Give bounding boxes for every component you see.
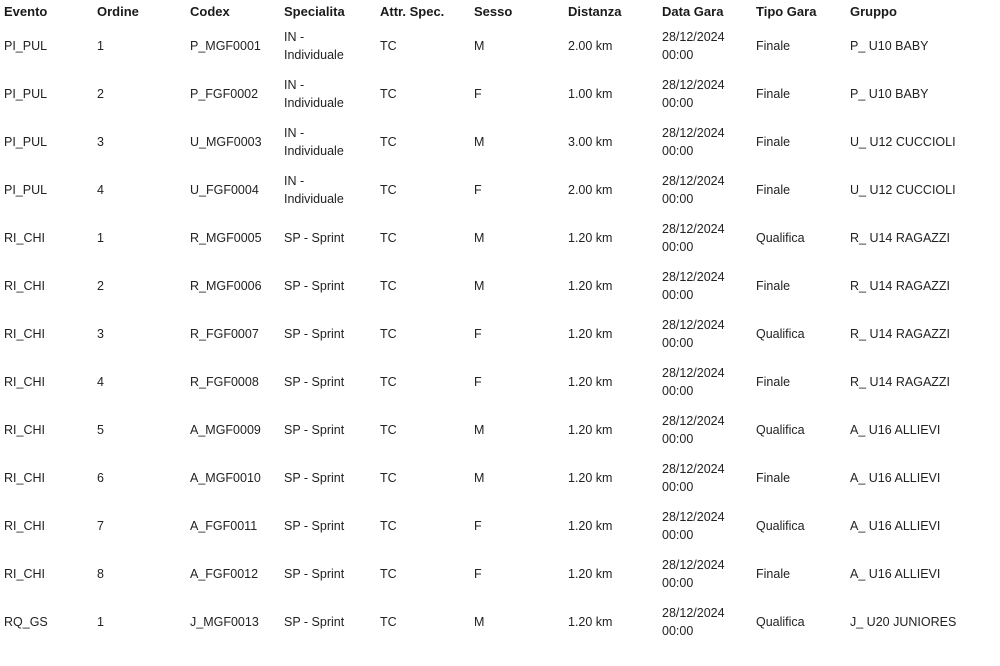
cell-data-gara-line: 28/12/2024: [662, 126, 725, 140]
cell-distanza: 1.20 km: [568, 615, 613, 629]
cell-specialita: [280, 406, 376, 454]
table-row: [0, 598, 1000, 646]
cell-evento: RI_CHI: [4, 279, 45, 293]
cell-attr-spec: TC: [380, 615, 397, 629]
cell-tipo-gara: Finale: [756, 183, 791, 197]
table-body: [0, 22, 1000, 646]
cell-tipo-gara: Finale: [756, 567, 791, 581]
cell-specialita: [280, 262, 376, 310]
column-header-attr-spec: Attr. Spec.: [380, 3, 445, 19]
cell-gruppo: A_ U16 ALLIEVI: [850, 423, 941, 437]
table-row: [0, 358, 1000, 406]
table-header: [0, 0, 1000, 22]
cell-specialita: [280, 118, 376, 166]
cell-data-gara: [658, 502, 752, 550]
cell-ordine: 4: [97, 183, 104, 197]
cell-tipo-gara: Finale: [756, 87, 791, 101]
cell-distanza: 1.20 km: [568, 471, 613, 485]
cell-specialita-line: Individuale: [284, 48, 344, 62]
cell-data-gara-line: 28/12/2024: [662, 222, 725, 236]
cell-specialita-line: IN -: [284, 78, 305, 92]
cell-distanza: 2.00 km: [568, 183, 613, 197]
column-header-tipo-gara: Tipo Gara: [756, 3, 817, 19]
cell-sesso: F: [474, 327, 482, 341]
cell-attr-spec: TC: [380, 423, 397, 437]
cell-attr-spec: TC: [380, 87, 397, 101]
cell-gruppo: A_ U16 ALLIEVI: [850, 519, 941, 533]
table-row: [0, 214, 1000, 262]
cell-codex: R_MGF0006: [190, 279, 262, 293]
header-row: [0, 0, 1000, 22]
cell-data-gara: [658, 358, 752, 406]
cell-specialita-line: IN -: [284, 126, 305, 140]
column-header-data-gara: Data Gara: [662, 3, 724, 19]
cell-evento: RI_CHI: [4, 327, 45, 341]
cell-gruppo: R_ U14 RAGAZZI: [850, 375, 951, 389]
cell-attr-spec: TC: [380, 135, 397, 149]
cell-specialita: [280, 214, 376, 262]
table-row: [0, 166, 1000, 214]
table-row: [0, 118, 1000, 166]
cell-data-gara-line: 00:00: [662, 576, 694, 590]
cell-sesso: M: [474, 231, 485, 245]
cell-ordine: 2: [97, 279, 104, 293]
cell-gruppo: P_ U10 BABY: [850, 87, 929, 101]
cell-specialita: [280, 454, 376, 502]
cell-sesso: M: [474, 423, 485, 437]
cell-specialita: [280, 166, 376, 214]
table-row: [0, 262, 1000, 310]
cell-data-gara-line: 00:00: [662, 240, 694, 254]
table-row: [0, 454, 1000, 502]
table-row: [0, 310, 1000, 358]
cell-tipo-gara: Finale: [756, 471, 791, 485]
cell-evento: PI_PUL: [4, 39, 48, 53]
cell-specialita-line: SP - Sprint: [284, 231, 345, 245]
cell-specialita-line: SP - Sprint: [284, 423, 345, 437]
cell-tipo-gara: Finale: [756, 279, 791, 293]
cell-specialita-line: Individuale: [284, 144, 344, 158]
cell-codex: P_FGF0002: [190, 87, 259, 101]
cell-evento: RI_CHI: [4, 375, 45, 389]
cell-ordine: 1: [97, 615, 104, 629]
cell-attr-spec: TC: [380, 519, 397, 533]
cell-tipo-gara: Finale: [756, 375, 791, 389]
cell-data-gara-line: 28/12/2024: [662, 462, 725, 476]
cell-evento: RI_CHI: [4, 567, 45, 581]
cell-specialita-line: SP - Sprint: [284, 279, 345, 293]
cell-attr-spec: TC: [380, 375, 397, 389]
cell-tipo-gara: Qualifica: [756, 519, 805, 533]
table-row: [0, 550, 1000, 598]
cell-distanza: 1.20 km: [568, 279, 613, 293]
cell-gruppo: J_ U20 JUNIORES: [850, 615, 957, 629]
cell-distanza: 1.20 km: [568, 327, 613, 341]
cell-evento: PI_PUL: [4, 135, 48, 149]
cell-data-gara-line: 00:00: [662, 480, 694, 494]
cell-codex: A_MGF0009: [190, 423, 261, 437]
column-header-ordine: Ordine: [97, 3, 139, 19]
cell-data-gara-line: 00:00: [662, 432, 694, 446]
cell-sesso: F: [474, 567, 482, 581]
cell-gruppo: R_ U14 RAGAZZI: [850, 327, 951, 341]
cell-distanza: 1.20 km: [568, 423, 613, 437]
cell-distanza: 1.20 km: [568, 567, 613, 581]
cell-sesso: F: [474, 519, 482, 533]
cell-specialita-line: SP - Sprint: [284, 471, 345, 485]
cell-data-gara-line: 00:00: [662, 288, 694, 302]
cell-data-gara: [658, 310, 752, 358]
cell-gruppo: U_ U12 CUCCIOLI: [850, 183, 956, 197]
table-row: [0, 502, 1000, 550]
cell-distanza: 1.20 km: [568, 231, 613, 245]
cell-data-gara-line: 28/12/2024: [662, 30, 725, 44]
cell-codex: A_MGF0010: [190, 471, 261, 485]
cell-data-gara-line: 28/12/2024: [662, 510, 725, 524]
cell-codex: R_MGF0005: [190, 231, 262, 245]
cell-attr-spec: TC: [380, 231, 397, 245]
cell-codex: R_FGF0007: [190, 327, 259, 341]
cell-ordine: 1: [97, 231, 104, 245]
cell-evento: RI_CHI: [4, 471, 45, 485]
cell-specialita: [280, 70, 376, 118]
cell-specialita-line: IN -: [284, 174, 305, 188]
cell-data-gara: [658, 454, 752, 502]
cell-attr-spec: TC: [380, 39, 397, 53]
cell-specialita: [280, 358, 376, 406]
cell-ordine: 4: [97, 375, 104, 389]
cell-data-gara-line: 28/12/2024: [662, 270, 725, 284]
cell-data-gara-line: 28/12/2024: [662, 558, 725, 572]
cell-distanza: 1.20 km: [568, 375, 613, 389]
cell-attr-spec: TC: [380, 567, 397, 581]
cell-ordine: 7: [97, 519, 104, 533]
column-header-specialita: Specialita: [284, 3, 345, 19]
table-row: [0, 70, 1000, 118]
cell-gruppo: A_ U16 ALLIEVI: [850, 471, 941, 485]
cell-ordine: 2: [97, 87, 104, 101]
cell-sesso: M: [474, 279, 485, 293]
cell-sesso: M: [474, 135, 485, 149]
cell-specialita: [280, 310, 376, 358]
cell-codex: U_FGF0004: [190, 183, 259, 197]
cell-codex: U_MGF0003: [190, 135, 262, 149]
cell-codex: A_FGF0011: [190, 519, 258, 533]
cell-gruppo: R_ U14 RAGAZZI: [850, 231, 951, 245]
cell-attr-spec: TC: [380, 279, 397, 293]
cell-evento: RI_CHI: [4, 231, 45, 245]
column-header-codex: Codex: [190, 3, 230, 19]
cell-data-gara-line: 28/12/2024: [662, 318, 725, 332]
cell-tipo-gara: Finale: [756, 39, 791, 53]
cell-distanza: 3.00 km: [568, 135, 613, 149]
cell-evento: RI_CHI: [4, 519, 45, 533]
cell-specialita: [280, 22, 376, 70]
table-row: [0, 406, 1000, 454]
cell-sesso: F: [474, 183, 482, 197]
cell-specialita-line: SP - Sprint: [284, 519, 345, 533]
cell-attr-spec: TC: [380, 471, 397, 485]
cell-tipo-gara: Qualifica: [756, 615, 805, 629]
cell-distanza: 1.20 km: [568, 519, 613, 533]
cell-data-gara: [658, 166, 752, 214]
cell-ordine: 6: [97, 471, 104, 485]
cell-distanza: 1.00 km: [568, 87, 613, 101]
cell-attr-spec: TC: [380, 327, 397, 341]
cell-specialita-line: SP - Sprint: [284, 327, 345, 341]
cell-data-gara-line: 00:00: [662, 384, 694, 398]
cell-data-gara-line: 28/12/2024: [662, 366, 725, 380]
cell-specialita-line: Individuale: [284, 192, 344, 206]
cell-data-gara-line: 00:00: [662, 528, 694, 542]
cell-gruppo: A_ U16 ALLIEVI: [850, 567, 941, 581]
cell-data-gara: [658, 22, 752, 70]
cell-ordine: 5: [97, 423, 104, 437]
cell-specialita-line: IN -: [284, 30, 305, 44]
table-row: [0, 22, 1000, 70]
cell-distanza: 2.00 km: [568, 39, 613, 53]
cell-codex: R_FGF0008: [190, 375, 259, 389]
cell-ordine: 3: [97, 135, 104, 149]
cell-specialita-line: Individuale: [284, 96, 344, 110]
cell-sesso: M: [474, 615, 485, 629]
cell-codex: P_MGF0001: [190, 39, 261, 53]
cell-data-gara: [658, 214, 752, 262]
cell-gruppo: R_ U14 RAGAZZI: [850, 279, 951, 293]
cell-data-gara-line: 28/12/2024: [662, 606, 725, 620]
cell-data-gara: [658, 118, 752, 166]
cell-data-gara-line: 28/12/2024: [662, 78, 725, 92]
cell-data-gara: [658, 70, 752, 118]
cell-data-gara-line: 00:00: [662, 624, 694, 638]
cell-ordine: 1: [97, 39, 104, 53]
column-header-gruppo: Gruppo: [850, 3, 897, 19]
cell-codex: A_FGF0012: [190, 567, 259, 581]
cell-evento: PI_PUL: [4, 183, 48, 197]
cell-data-gara: [658, 550, 752, 598]
cell-data-gara-line: 00:00: [662, 336, 694, 350]
cell-data-gara: [658, 262, 752, 310]
cell-data-gara-line: 00:00: [662, 144, 694, 158]
column-header-evento: Evento: [4, 3, 48, 19]
cell-specialita-line: SP - Sprint: [284, 615, 345, 629]
column-header-distanza: Distanza: [568, 3, 622, 19]
cell-data-gara: [658, 406, 752, 454]
cell-data-gara-line: 00:00: [662, 192, 694, 206]
cell-gruppo: P_ U10 BABY: [850, 39, 929, 53]
cell-data-gara-line: 00:00: [662, 48, 694, 62]
cell-tipo-gara: Finale: [756, 135, 791, 149]
cell-ordine: 3: [97, 327, 104, 341]
cell-evento: RI_CHI: [4, 423, 45, 437]
cell-sesso: F: [474, 87, 482, 101]
cell-specialita: [280, 502, 376, 550]
cell-sesso: F: [474, 375, 482, 389]
cell-specialita: [280, 550, 376, 598]
cell-data-gara: [658, 598, 752, 646]
cell-data-gara-line: 28/12/2024: [662, 174, 725, 188]
cell-specialita: [280, 598, 376, 646]
cell-codex: J_MGF0013: [190, 615, 259, 629]
cell-specialita-line: SP - Sprint: [284, 375, 345, 389]
cell-data-gara-line: 28/12/2024: [662, 414, 725, 428]
cell-gruppo: U_ U12 CUCCIOLI: [850, 135, 956, 149]
cell-specialita-line: SP - Sprint: [284, 567, 345, 581]
cell-attr-spec: TC: [380, 183, 397, 197]
cell-evento: PI_PUL: [4, 87, 48, 101]
cell-data-gara-line: 00:00: [662, 96, 694, 110]
cell-ordine: 8: [97, 567, 104, 581]
column-header-sesso: Sesso: [474, 3, 513, 19]
cell-tipo-gara: Qualifica: [756, 327, 805, 341]
cell-evento: RQ_GS: [4, 615, 48, 629]
cell-tipo-gara: Qualifica: [756, 423, 805, 437]
cell-sesso: M: [474, 39, 485, 53]
cell-tipo-gara: Qualifica: [756, 231, 805, 245]
cell-sesso: M: [474, 471, 485, 485]
